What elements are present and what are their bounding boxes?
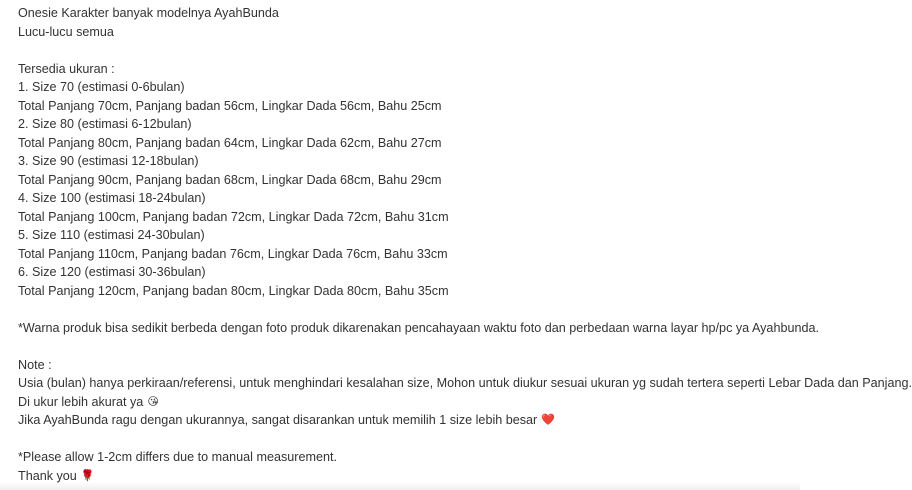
size-measurements: Total Panjang 90cm, Panjang badan 68cm, Lingkar Dada 68cm, Bahu 29cm (18, 172, 442, 187)
size-label: 2. Size 80 (estimasi 6-12bulan) (18, 117, 192, 131)
size-measurements: Total Panjang 70cm, Panjang badan 56cm, Lingkar Dada 56cm, Bahu 25cm (18, 98, 442, 113)
note-size-guidance: Usia (bulan) hanya perkiraan/referensi, untuk menghindari kesalahan size, Mohon untuk diukur sesuai ukuran yg sudah tertera seperti Lebar Dada dan Panjang. (18, 376, 912, 390)
heart-icon: ❤️ (541, 414, 555, 426)
size-measurements: Total Panjang 120cm, Panjang badan 80cm, Lingkar Dada 80cm, Bahu 35cm (18, 283, 449, 298)
note-size-up-text: Jika AyahBunda ragu dengan ukurannya, sangat disarankan untuk memilih 1 size lebih besar (18, 413, 538, 427)
description-subtitle: Lucu-lucu semua (18, 24, 114, 39)
size-label: 4. Size 100 (estimasi 18-24bulan) (18, 191, 206, 205)
spacer (18, 300, 798, 319)
size-measurements: Total Panjang 100cm, Panjang badan 72cm, Lingkar Dada 72cm, Bahu 31cm (18, 209, 449, 224)
spacer (18, 41, 798, 60)
size-label: 1. Size 70 (estimasi 0-6bulan) (18, 80, 185, 94)
spacer (18, 337, 798, 356)
thanks-text: Thank you (18, 468, 77, 483)
allowance-note: *Please allow 1-2cm differs due to manual measurement. (18, 450, 337, 464)
sizes-heading: Tersedia ukuran : (18, 61, 115, 76)
note-heading: Note : (18, 357, 52, 372)
note-measure-line (18, 393, 798, 412)
size-label: 5. Size 110 (estimasi 24-30bulan) (18, 228, 205, 242)
description-title: Onesie Karakter banyak modelnya AyahBunda (18, 6, 279, 20)
spacer (18, 430, 798, 449)
size-measurements: Total Panjang 80cm, Panjang badan 64cm, Lingkar Dada 62cm, Bahu 27cm (18, 135, 442, 150)
size-label: 3. Size 90 (estimasi 12-18bulan) (18, 154, 199, 168)
bottom-fade (0, 482, 800, 490)
size-label: 6. Size 120 (estimasi 30-36bulan) (18, 265, 206, 279)
note-measure-text: Di ukur lebih akurat ya (18, 394, 144, 409)
note-size-up-line (18, 411, 798, 430)
size-measurements: Total Panjang 110cm, Panjang badan 76cm, Lingkar Dada 76cm, Bahu 33cm (18, 246, 448, 261)
rose-icon: 🌹 (80, 469, 95, 482)
color-note: *Warna produk bisa sedikit berbeda dengan foto produk dikarenakan pencahayaan waktu foto dan perbedaan warna layar hp/pc ya Ayahbunda. (18, 320, 819, 335)
product-description (18, 4, 912, 485)
kiss-face-icon: 😘 (147, 395, 159, 408)
